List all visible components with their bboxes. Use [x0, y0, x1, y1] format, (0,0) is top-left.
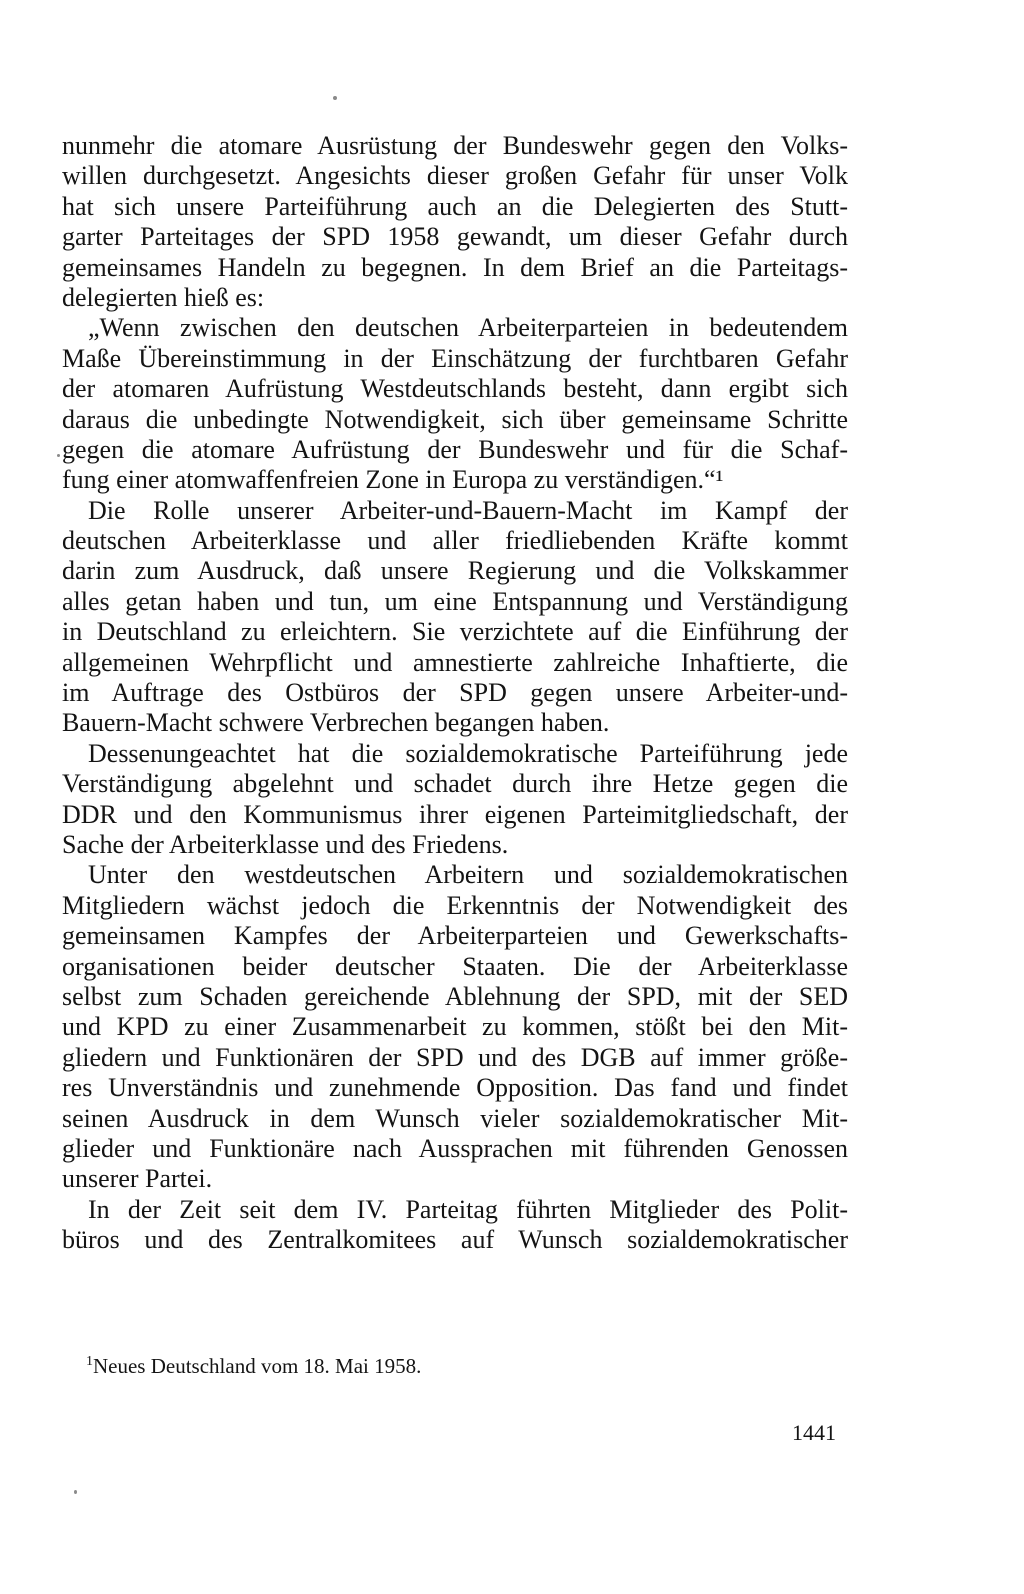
text-line: büros und des Zentralkomitees auf Wunsch sozialdemokratischer — [62, 1225, 848, 1255]
text-line: gemeinsames Handeln zu begegnen. In dem Brief an die Parteitags- — [62, 252, 848, 282]
text-line: deutschen Arbeiterklasse und aller friedliebenden Kräfte kommt — [62, 526, 848, 556]
text-line: Sache der Arbeiterklasse und des Friedens. — [62, 829, 509, 859]
text-line: res Unverständnis und zunehmende Opposition. Das fand und findet — [62, 1073, 848, 1103]
text-line: gemeinsamen Kampfes der Arbeiterparteien und Gewerkschafts- — [62, 921, 848, 951]
text-line: daraus die unbedingte Notwendigkeit, sich über gemeinsame Schritte — [62, 404, 848, 434]
text-line: Bauern-Macht schwere Verbrechen begangen haben. — [62, 708, 610, 738]
text-line: alles getan haben und tun, um eine Entspannung und Verständigung — [62, 586, 848, 616]
text-line: Dessenungeachtet hat die sozialdemokratische Parteiführung jede — [88, 738, 848, 768]
footnote — [86, 1353, 421, 1379]
footnote-text: Neues Deutschland vom 18. Mai 1958. — [93, 1354, 422, 1378]
text-line: glieder und Funktionäre nach Aussprachen mit führenden Genossen — [62, 1133, 848, 1163]
scan-speck — [57, 454, 60, 457]
text-line: der atomaren Aufrüstung Westdeutschlands besteht, dann ergibt sich — [62, 374, 848, 404]
body-text — [62, 131, 848, 1255]
text-line: „Wenn zwischen den deutschen Arbeiterparteien in bedeutendem — [88, 313, 848, 343]
text-line: unserer Partei. — [62, 1164, 213, 1194]
scan-speck — [74, 1490, 77, 1494]
text-line: delegierten hieß es: — [62, 282, 265, 312]
page-number: 1441 — [792, 1420, 836, 1445]
text-line: Verständigung abgelehnt und schadet durch ihre Hetze gegen die — [62, 769, 848, 799]
text-line: Maße Übereinstimmung in der Einschätzung der furchtbaren Gefahr — [62, 343, 848, 373]
text-line: Die Rolle unserer Arbeiter-und-Bauern-Macht im Kampf der — [88, 495, 848, 525]
text-line: DDR und den Kommunismus ihrer eigenen Parteimitgliedschaft, der — [62, 799, 848, 829]
text-line: allgemeinen Wehrpflicht und amnestierte zahlreiche Inhaftierte, die — [62, 647, 848, 677]
text-line: in Deutschland zu erleichtern. Sie verzichtete auf die Einführung der — [62, 617, 848, 647]
scan-speck — [333, 96, 337, 100]
text-line: darin zum Ausdruck, daß unsere Regierung und die Volkskammer — [62, 556, 848, 586]
text-line: garter Parteitages der SPD 1958 gewandt, um dieser Gefahr durch — [62, 222, 848, 252]
text-line: hat sich unsere Parteiführung auch an die Delegierten des Stutt- — [62, 191, 848, 221]
text-line: selbst zum Schaden gereichende Ablehnung der SPD, mit der SED — [62, 981, 848, 1011]
text-line: seinen Ausdruck in dem Wunsch vieler sozialdemokratischer Mit- — [62, 1103, 848, 1133]
footnote-mark: 1 — [86, 1354, 93, 1369]
text-line: organisationen beider deutscher Staaten. Die der Arbeiterklasse — [62, 951, 848, 981]
text-line: im Auftrage des Ostbüros der SPD gegen unsere Arbeiter-und- — [62, 678, 848, 708]
text-line: gegen die atomare Aufrüstung der Bundeswehr und für die Schaf- — [62, 434, 848, 464]
text-line: und KPD zu einer Zusammenarbeit zu kommen, stößt bei den Mit- — [62, 1012, 848, 1042]
text-line: Mitgliedern wächst jedoch die Erkenntnis der Notwendigkeit des — [62, 890, 848, 920]
text-line: willen durchgesetzt. Angesichts dieser großen Gefahr für unser Volk — [62, 161, 848, 191]
text-line: nunmehr die atomare Ausrüstung der Bundeswehr gegen den Volks- — [62, 131, 848, 160]
text-line: Unter den westdeutschen Arbeitern und sozialdemokratischen — [88, 860, 848, 890]
text-line: gliedern und Funktionären der SPD und des DGB auf immer größe- — [62, 1042, 848, 1072]
text-line: In der Zeit seit dem IV. Parteitag führten Mitglieder des Polit- — [88, 1194, 848, 1224]
text-line: fung einer atomwaffenfreien Zone in Europa zu verständigen.“¹ — [62, 465, 724, 495]
